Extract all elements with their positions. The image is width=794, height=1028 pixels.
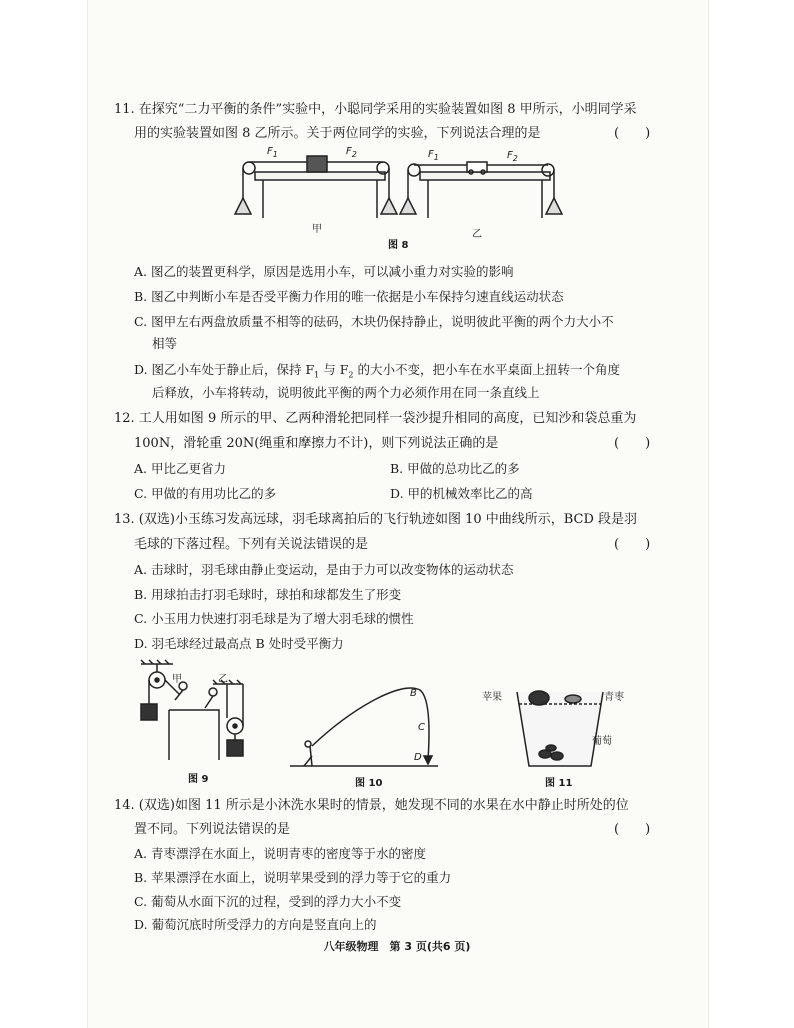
q12-option-a[interactable]: A. 甲比乙更省力 xyxy=(134,461,226,476)
q11-option-c-cont: 相等 xyxy=(152,336,178,351)
fig8-label-yi: 乙 xyxy=(472,229,482,240)
q12-option-b[interactable]: B. 甲做的总功比乙的多 xyxy=(390,461,520,476)
f1-letter: F xyxy=(428,149,434,160)
q11-d-sub1: 1 xyxy=(314,370,320,380)
q11-option-b[interactable]: B. 图乙中判断小车是否受平衡力作用的唯一依据是小车保持匀速直线运动状态 xyxy=(134,289,564,304)
q12-option-c[interactable]: C. 甲做的有用功比乙的多 xyxy=(134,486,277,501)
fig10-point-d: D xyxy=(414,752,422,763)
q11-d-part3: 的大小不变，把小车在水平桌面上扭转一个角度 xyxy=(353,362,620,377)
fig8-label-jia: 甲 xyxy=(312,224,322,235)
q11-option-d-cont: 后释放，小车将转动，说明彼此平衡的两个力必须作用在同一条直线上 xyxy=(152,385,540,400)
fig8-jia-f2 xyxy=(346,146,357,159)
q14-stem-line1: 14. (双选)如图 11 所示是小沐洗水果时的情景，她发现不同的水果在水中静止时所处的位 xyxy=(114,798,629,813)
q12-answer-blank[interactable]: ( ) xyxy=(614,436,651,451)
f1-subscript: 1 xyxy=(433,153,439,162)
fig11-label-apple: 苹果 xyxy=(482,692,502,703)
q14-option-d[interactable]: D. 葡萄沉底时所受浮力的方向是竖直向上的 xyxy=(134,917,377,932)
fig11-label-grape: 葡萄 xyxy=(592,736,612,747)
fig8-caption: 图 8 xyxy=(388,240,409,251)
q11-option-c[interactable]: C. 图甲左右两盘放质量不相等的砝码，木块仍保持静止，说明彼此平衡的两个力大小不 xyxy=(134,314,614,329)
fig8-yi-f2 xyxy=(507,150,518,163)
q13-option-b[interactable]: B. 用球拍击打羽毛球时，球拍和球都发生了形变 xyxy=(134,587,402,602)
f2-subscript: 2 xyxy=(512,154,518,163)
q13-stem-line2: 毛球的下落过程。下列有关说法错误的是 xyxy=(134,537,369,552)
q13-option-d[interactable]: D. 羽毛球经过最高点 B 处时受平衡力 xyxy=(134,636,344,651)
q11-answer-blank[interactable]: ( ) xyxy=(614,126,651,141)
q13-answer-blank[interactable]: ( ) xyxy=(614,537,651,552)
fig9-label-yi: 乙 xyxy=(218,674,228,685)
figure-9-pulleys xyxy=(135,660,255,760)
fig11-caption: 图 11 xyxy=(545,778,573,789)
fig9-caption: 图 9 xyxy=(188,774,209,785)
fig10-point-b: B xyxy=(410,688,417,699)
f2-subscript: 2 xyxy=(351,150,357,159)
f1-subscript: 1 xyxy=(272,150,278,159)
q13-stem-line1: 13. (双选)小玉练习发高远球，羽毛球离拍后的飞行轨迹如图 10 中曲线所示，BCD 段是羽 xyxy=(114,512,638,527)
q14-option-c[interactable]: C. 葡萄从水面下沉的过程，受到的浮力大小不变 xyxy=(134,894,402,909)
q14-option-b[interactable]: B. 苹果漂浮在水面上，说明苹果受到的浮力等于它的重力 xyxy=(134,870,452,885)
q12-stem-line1: 12. 工人用如图 9 所示的甲、乙两种滑轮把同样一袋沙提升相同的高度，已知沙和袋总重为 xyxy=(114,411,637,426)
q11-d-part1: D. 图乙小车处于静止后，保持 F xyxy=(134,362,315,377)
page-footer: 八年级物理 第 3 页(共6 页) xyxy=(323,940,471,953)
fig10-caption: 图 10 xyxy=(355,778,383,789)
q13-option-c[interactable]: C. 小玉用力快速打羽毛球是为了增大羽毛球的惯性 xyxy=(134,611,414,626)
q12-stem-line2: 100N，滑轮重 20N(绳重和摩擦力不计)，则下列说法正确的是 xyxy=(134,436,499,451)
fig8-jia-f1 xyxy=(267,146,278,159)
q11-d-sub2: 2 xyxy=(348,370,354,380)
q14-answer-blank[interactable]: ( ) xyxy=(614,822,651,837)
q14-option-a[interactable]: A. 青枣漂浮在水面上，说明青枣的密度等于水的密度 xyxy=(134,846,426,861)
q11-option-a[interactable]: A. 图乙的装置更科学，原因是选用小车，可以减小重力对实验的影响 xyxy=(134,264,514,279)
f2-letter: F xyxy=(346,146,352,157)
q11-d-part2: 与 F xyxy=(319,362,349,377)
fig9-label-jia: 甲 xyxy=(172,674,182,685)
fig11-label-jujube: 青枣 xyxy=(604,692,624,703)
fig10-point-c: C xyxy=(418,722,425,733)
f2-letter: F xyxy=(507,150,513,161)
q14-stem-line2: 置不同。下列说法错误的是 xyxy=(134,822,291,837)
q11-stem-line1: 11. 在探究“二力平衡的条件”实验中，小聪同学采用的实验装置如图 8 甲所示，小明同学采 xyxy=(114,102,637,117)
q13-option-a[interactable]: A. 击球时，羽毛球由静止变运动，是由于力可以改变物体的运动状态 xyxy=(134,562,514,577)
q12-option-d[interactable]: D. 甲的机械效率比乙的高 xyxy=(390,486,533,501)
figure-11-fruit-basin xyxy=(515,682,605,772)
f1-letter: F xyxy=(267,146,273,157)
fig8-yi-f1 xyxy=(428,149,439,162)
q11-stem-line2: 用的实验装置如图 8 乙所示。关于两位同学的实验，下列说法合理的是 xyxy=(134,126,541,141)
